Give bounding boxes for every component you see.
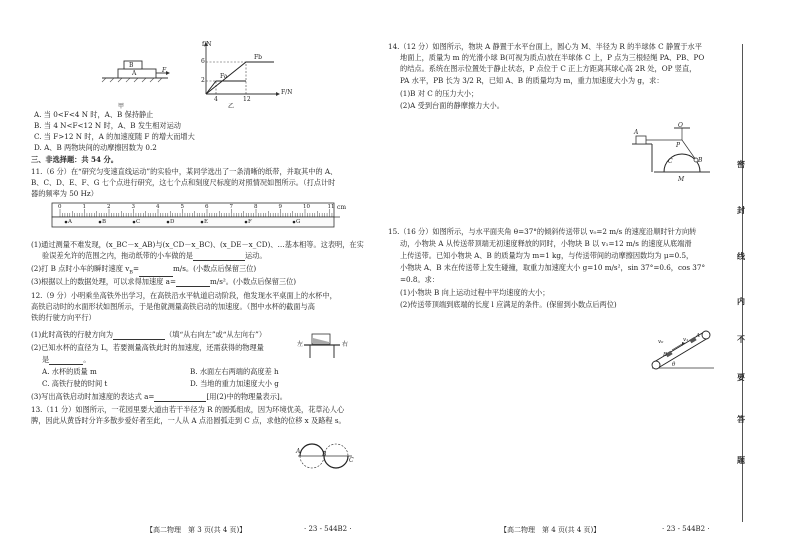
seal-strip bbox=[722, 0, 794, 555]
left-footer-page: 【高二物理 第 3 页(共 4 页)】 bbox=[146, 526, 247, 534]
q12-part3-answer-blank[interactable] bbox=[154, 393, 206, 402]
ruler-number: 11 bbox=[327, 204, 335, 210]
q10-option-b: B. 当 4 N<F<12 N 时，A、B 发生相对运动 bbox=[34, 121, 181, 130]
right-footer-code: · 23 - 544B2 · bbox=[662, 525, 710, 533]
q15-line-3: 上传送带。已知小物块 A、B 的质量均为 m=1 kg，与传送带间的动摩擦因数均为 μ=0.5， bbox=[400, 251, 694, 260]
fig10-label-jia: 甲 bbox=[118, 103, 125, 110]
fig10-tick-6: 6 bbox=[201, 58, 205, 65]
q11-part1b-text: 验误差允许的范围之内，拖动纸带的小车做的是 bbox=[42, 251, 193, 260]
q11-line-3: 器的频率为 50 Hz） bbox=[31, 189, 98, 198]
tape-letter: B bbox=[102, 219, 107, 225]
q11-part3 bbox=[31, 277, 296, 287]
q11-part2-eq: = bbox=[132, 264, 139, 273]
q15-line-5: =0.8。求： bbox=[400, 275, 440, 284]
q10-option-c: C. 当 F>12 N 时，A 的加速度随 F 的增大而增大 bbox=[34, 132, 195, 141]
q12-line-3: 铁的行驶方向平行） bbox=[31, 313, 96, 322]
q14-line-4: PA 水平，PB 长为 3/2 R，已知 A、B 的质量均为 m，重力加速度大小为 g，求： bbox=[400, 76, 664, 85]
fig14-c: C bbox=[668, 158, 673, 165]
seal-char: 要 bbox=[737, 372, 745, 382]
q12-part2-answer-blank[interactable] bbox=[49, 356, 83, 365]
q11-part1c-text: 运动。 bbox=[244, 251, 267, 260]
q11-part1-answer-blank[interactable] bbox=[193, 252, 245, 261]
q14-line-2: 地面上，质量为 m 的光滑小球 B(可视为质点)放在半球体 C 上，P 点为三根轻绳 PA、PB、PO bbox=[400, 53, 705, 62]
q11-part2-unit: m/s。(小数点后保留三位) bbox=[172, 264, 257, 273]
seal-char: 答 bbox=[737, 414, 745, 424]
fig10-fa: Fa bbox=[220, 73, 228, 80]
q12-part1-answer-blank[interactable] bbox=[113, 331, 165, 340]
seal-char: 密 bbox=[737, 159, 745, 169]
seal-char: 题 bbox=[737, 455, 745, 465]
q15-line-2: 动，小物块 A 从传送带顶端无初速度释放的同时，小物块 B 以 v₁=12 m/s 的速度从底端滑 bbox=[400, 239, 692, 248]
fig15-b: B bbox=[663, 352, 668, 358]
tape-dot bbox=[133, 221, 136, 224]
tape-letter: F bbox=[248, 219, 252, 225]
fig10-fb: Fb bbox=[254, 54, 263, 61]
q11-part2-sub: B bbox=[129, 269, 133, 276]
tape-dot bbox=[293, 221, 296, 224]
q12-part1 bbox=[31, 330, 266, 340]
q11-line-2: B、C、D、E、F、G 七个点进行研究，这七个点和刻度尺标度的对照情况如图所示。（打点计时 bbox=[31, 178, 336, 187]
q13-line-1: 13.（11 分）如图所示，一花园里要大道由若干半径为 R 的圆弧组成，因为环境优美，花草沁人心 bbox=[31, 405, 345, 414]
ruler-number: 7 bbox=[229, 204, 233, 210]
q11-part3-text: (3)根据以上的数据处理，可以求得加速度 a= bbox=[31, 277, 176, 286]
q12-part2: (2)已知水杯的直径为 L，若要测量高铁此时的加速度，还需获得的物理量 bbox=[31, 343, 264, 352]
q11-part2 bbox=[31, 264, 256, 277]
q15-line-4: 小物块 A、B 未在传送带上发生碰撞，取重力加速度大小 g=10 m/s²，sin 37°=0.6，cos 37° bbox=[400, 263, 706, 272]
q12-option-d: D. 当地的重力加速度大小 g bbox=[190, 379, 279, 388]
fig14-m: M bbox=[678, 176, 685, 183]
q12-option-c: C. 高铁行驶的时间 t bbox=[42, 379, 108, 388]
q14-part2: (2)A 受到台面的静摩擦力大小。 bbox=[400, 101, 504, 110]
tape-dot bbox=[245, 221, 248, 224]
q11-part3-answer-blank[interactable] bbox=[176, 278, 210, 287]
fig12-right-label: 右 bbox=[342, 341, 349, 348]
ruler-number: 9 bbox=[278, 204, 282, 210]
q10-option-d: D. A、B 两物块间的动摩擦因数为 0.2 bbox=[34, 143, 157, 152]
tape-dot bbox=[65, 221, 68, 224]
q10-figure bbox=[96, 38, 296, 108]
q11-part3-unit: m/s²。(小数点后保留三位) bbox=[209, 277, 297, 286]
fig15-theta: θ bbox=[672, 362, 676, 368]
q12-part2b bbox=[42, 355, 90, 365]
ruler-number: 1 bbox=[82, 204, 86, 210]
q15-part2: (2)传送带顶端到底端的长度 l 应满足的条件。(保留到小数点后两位) bbox=[400, 300, 617, 309]
tape-letter: A bbox=[68, 219, 72, 225]
q15-part1: (1)小物块 B 向上运动过程中平均速度的大小； bbox=[400, 288, 550, 297]
fig14-p: P bbox=[676, 142, 681, 149]
q14-part1: (1)B 对 C 的压力大小； bbox=[400, 89, 479, 98]
q11-part2-text: (2)打 B 点时小车的瞬时速度 v bbox=[31, 264, 130, 273]
section-3-heading: 三、非选择题：共 54 分。 bbox=[31, 155, 118, 164]
q12-part3 bbox=[31, 392, 287, 402]
q12-part3-hint: [用(2)中的物理量表示]。 bbox=[206, 392, 287, 401]
q11-part1b bbox=[42, 251, 267, 261]
fig12-left-label: 左 bbox=[297, 341, 304, 348]
ruler-unit: cm bbox=[337, 204, 347, 211]
q11-part1 bbox=[31, 240, 364, 250]
q12-option-a: A. 水杯的质量 m bbox=[42, 367, 97, 376]
q13-line-2: 脾，因此从黄昏时分许多散步爱好者至此，一人从 A 点沿圆弧走到 C 点，求他的位移 x 及路程 s。 bbox=[31, 416, 346, 425]
q12-line-1: 12.（9 分）小明乘坐高铁外出学习，在高铁沿水平轨道启动阶段，他发现水平桌面上的水杯中， bbox=[31, 291, 337, 300]
fig15-v0: v₀ bbox=[658, 339, 664, 345]
fig10-block-a: A bbox=[132, 70, 137, 77]
ruler-number: 5 bbox=[180, 204, 184, 210]
q15-line-1: 15.（16 分）如图所示，与水平面夹角 θ=37°的倾斜传送带以 v₀=2 m/s 的速度沿顺时针方向转 bbox=[388, 227, 697, 236]
fig13-c: C bbox=[349, 457, 354, 464]
q12-part2b-text: 是 bbox=[42, 355, 50, 364]
q12-option-b: B. 水面左右两端的高度差 h bbox=[190, 367, 279, 376]
seal-char: 封 bbox=[737, 205, 745, 215]
q11-part1-text: (1)通过测量不难发现，(x_BC－x_AB)与(x_CD－x_BC)、(x_DE－x_CD)、…基本相等。这表明，在实 bbox=[31, 240, 364, 249]
ruler-number: 2 bbox=[107, 204, 111, 210]
tape-letter: G bbox=[296, 219, 301, 225]
ruler-number: 3 bbox=[131, 204, 135, 210]
q15-conveyor-figure bbox=[646, 322, 718, 374]
fig15-v1: v₁ bbox=[683, 337, 689, 343]
q14-line-1: 14.（12 分）如图所示，物块 A 静置于水平台面上，圆心为 M、半径为 R 的半球体 C 静置于水平 bbox=[388, 42, 702, 51]
fig14-b: B bbox=[698, 157, 703, 164]
seal-char: 内 bbox=[737, 296, 745, 306]
fig10-label-yi: 乙 bbox=[228, 103, 235, 110]
ruler-number: 4 bbox=[156, 204, 160, 210]
tape-dot bbox=[167, 221, 170, 224]
tape-letter: E bbox=[204, 219, 209, 225]
seal-line bbox=[742, 44, 743, 522]
fig10-force-f: F bbox=[162, 67, 167, 74]
fig14-o: O bbox=[678, 122, 683, 129]
fig13-a: A bbox=[296, 448, 301, 455]
fig10-tick-2: 2 bbox=[201, 77, 205, 84]
tape-letter: C bbox=[136, 219, 141, 225]
left-footer-code: · 23 - 544B2 · bbox=[304, 525, 352, 533]
fig13-b: B bbox=[322, 451, 327, 458]
tape-dot bbox=[201, 221, 204, 224]
ruler-number: 6 bbox=[205, 204, 209, 210]
q12-part2b-end: 。 bbox=[83, 355, 91, 364]
fig10-tick-12: 12 bbox=[243, 96, 251, 103]
q12-part1-text: (1)此时高铁的行驶方向为 bbox=[31, 330, 114, 339]
fig10-axis-y: f/N bbox=[202, 41, 212, 48]
ruler-number: 0 bbox=[58, 204, 62, 210]
fig10-block-b: B bbox=[129, 62, 134, 69]
q12-part3-text: (3)写出高铁启动时加速度的表达式 a= bbox=[31, 392, 155, 401]
fig14-a: A bbox=[634, 129, 639, 136]
q12-part1-hint: （填“从右向左”或“从左向右”） bbox=[165, 330, 267, 339]
fig10-axis-x: F/N bbox=[281, 89, 293, 96]
tape-dot bbox=[99, 221, 102, 224]
right-footer-page: 【高二物理 第 4 页(共 4 页)】 bbox=[500, 526, 601, 534]
q14-line-3: 的结点。系统在图示位置处于静止状态，P 点位于 C 正上方距离其球心高 2R 处，OP 竖直， bbox=[400, 64, 697, 73]
q11-line-1: 11.（6 分）在“研究匀变速直线运动”的实验中，某同学选出了一条清晰的纸带，并取其中的 A、 bbox=[31, 167, 338, 176]
q12-line-2: 高铁启动时的水面形状如图所示，于是他就测量高铁启动的加速度。（图中水杯的截面与高 bbox=[31, 302, 315, 311]
tape-letter: D bbox=[170, 219, 175, 225]
ruler-number: 10 bbox=[303, 204, 310, 210]
seal-char: 不 bbox=[737, 334, 745, 344]
fig15-a: A bbox=[696, 333, 700, 339]
fig10-tick-4: 4 bbox=[214, 96, 218, 103]
ruler-number: 8 bbox=[254, 204, 258, 210]
seal-char: 线 bbox=[737, 251, 745, 261]
q10-option-a: A. 当 0<F<4 N 时，A、B 保持静止 bbox=[34, 110, 154, 119]
